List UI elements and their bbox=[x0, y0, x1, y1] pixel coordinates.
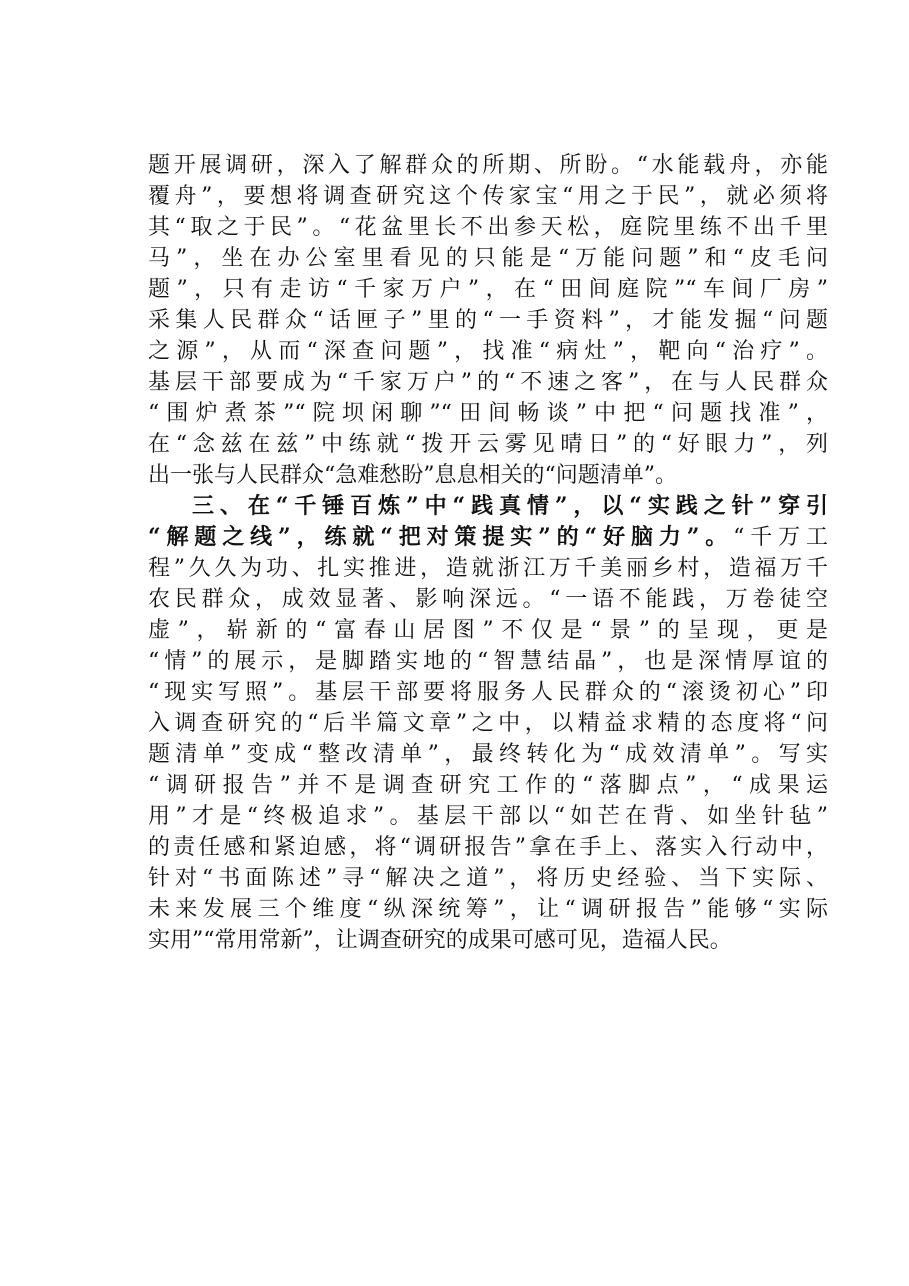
section-heading-line-with-text bbox=[148, 522, 828, 553]
text-line: 之源”，从而“深查问题”，找准“病灶”，靶向“治疗”。 bbox=[148, 339, 828, 364]
document-body bbox=[148, 150, 828, 956]
text-line: 未来发展三个维度“纵深统筹”，让“调研报告”能够“实际 bbox=[148, 897, 828, 922]
text-line: “围炉煮茶”“院坝闲聊”“田间畅谈”中把“问题找准”， bbox=[148, 401, 828, 426]
text-line: “情”的展示，是脚踏实地的“智慧结晶”，也是深情厚谊的 bbox=[148, 649, 828, 674]
text-line: “调研报告”并不是调查研究工作的“落脚点”，“成果运 bbox=[148, 773, 828, 798]
text-line: 的责任感和紧迫感，将“调研报告”拿在手上、落实入行动中， bbox=[148, 835, 828, 860]
paragraph-1 bbox=[148, 150, 828, 491]
text-line: 题开展调研，深入了解群众的所期、所盼。“水能载舟，亦能 bbox=[148, 153, 828, 178]
text-line: 覆舟”，要想将调查研究这个传家宝“用之于民”，就必须将 bbox=[148, 184, 828, 209]
section-heading-line: 三、在“千锤百炼”中“践真情”，以“实践之针”穿引 bbox=[192, 493, 828, 519]
text-line: 在“念兹在兹”中练就“拨开云雾见晴日”的“好眼力”，列 bbox=[148, 432, 828, 457]
text-line: 题清单”变成“整改清单”，最终转化为“成效清单”。写实 bbox=[148, 742, 828, 767]
paragraph-2 bbox=[148, 491, 828, 956]
text-line: 程”久久为功、扎实推进，造就浙江万千美丽乡村，造福万千 bbox=[148, 556, 828, 581]
text-line: 用”才是“终极追求”。基层干部以“如芒在背、如坐针毡” bbox=[148, 804, 828, 829]
text-line: 针对“书面陈述”寻“解决之道”，将历史经验、当下实际、 bbox=[148, 866, 828, 891]
text-run: “千万工 bbox=[733, 525, 828, 550]
text-line: 其“取之于民”。“花盆里长不出参天松，庭院里练不出千里 bbox=[148, 215, 828, 240]
text-line: 马”，坐在办公室里看见的只能是“万能问题”和“皮毛问 bbox=[148, 246, 828, 271]
text-line: 实用”“常用常新”，让调查研究的成果可感可见，造福人民。 bbox=[148, 928, 732, 953]
text-line: 出一张与人民群众“急难愁盼”息息相关的“问题清单”。 bbox=[148, 463, 677, 488]
section-heading-tail: “解题之线”，练就“把对策提实”的“好脑力”。 bbox=[148, 524, 734, 550]
text-line: 采集人民群众“话匣子”里的“一手资料”，才能发掘“问题 bbox=[148, 308, 828, 333]
text-line: “现实写照”。基层干部要将服务人民群众的“滚烫初心”印 bbox=[148, 680, 828, 705]
text-line: 农民群众，成效显著、影响深远。“一语不能践，万卷徒空 bbox=[148, 587, 828, 612]
text-line: 虚”，崭新的“富春山居图”不仅是“景”的呈现，更是 bbox=[148, 618, 828, 643]
text-line: 题”，只有走访“千家万户”，在“田间庭院”“车间厂房” bbox=[148, 277, 828, 302]
text-line: 入调查研究的“后半篇文章”之中，以精益求精的态度将“问 bbox=[148, 711, 828, 736]
text-line: 基层干部要成为“千家万户”的“不速之客”，在与人民群众 bbox=[148, 370, 828, 395]
